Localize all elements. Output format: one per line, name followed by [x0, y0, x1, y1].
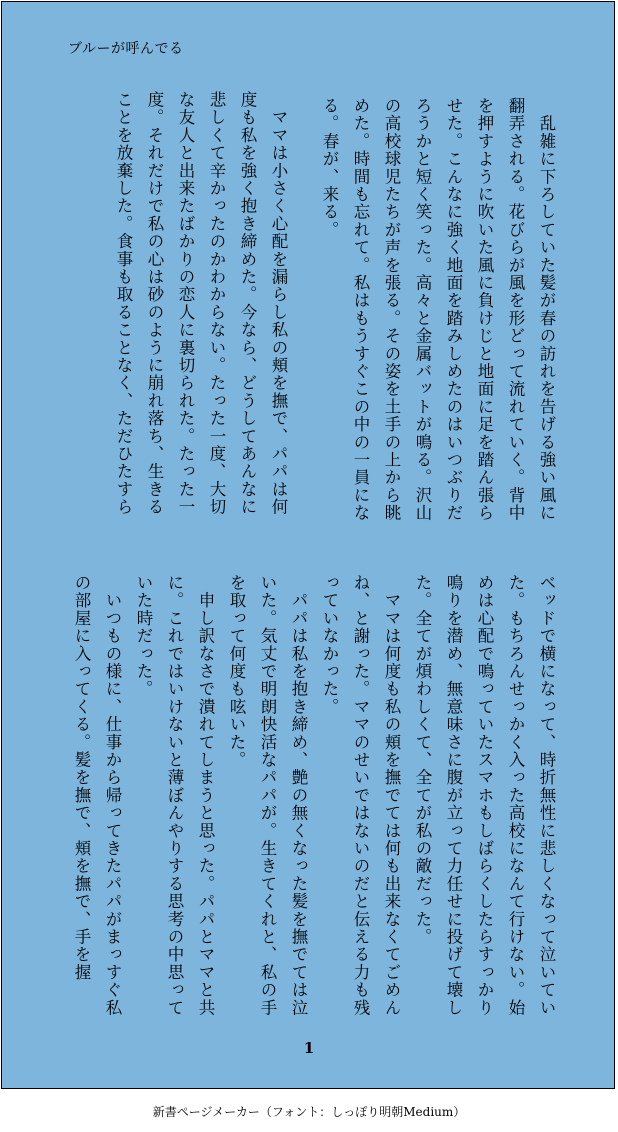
footer-caption: 新書ページメーカー（フォント：しっぽり明朝Medium）: [152, 1105, 466, 1119]
paragraph: ママは何度も私の頬を撫でては何も出来なくてごめんね、と謝った。ママのせいではないのだと伝える力も残っていなかった。: [320, 574, 401, 1017]
paragraph: パパは私を抱き締め、艶の無くなった髪を撫でては泣いた。気丈で明朗快活なパパが。生きてくれと、私の手を取って何度も呟いた。: [227, 574, 308, 1017]
text-block-upper-right: [320, 97, 562, 527]
text-block-upper-left: [49, 91, 294, 521]
paragraph: 乱雑に下ろしていた髪が春の訪れを告げる強い風に翻弄される。花びらが風を形どって流れていく。背中を押すように吹いた風に負けじと地面に足を踏ん張らせた。こんなに強く地面を踏みしめたのはいつぶりだろうかと短く笑った。高々と金属バットが鳴る。沢山の高校球児たちが声を張る。その姿を土手の上から眺めた。時間も忘れて。私はもうすぐこの中の一員になる。春が、来る。: [320, 97, 556, 522]
paragraph: 申し訳なさで潰れてしまうと思った。パパとママと共に。これではいけないと薄ぼんやりする思考の中思っていた時だった。: [134, 574, 215, 1017]
paragraph: いつもの様に、仕事から帰ってきたパパがまっすぐ私の部屋に入ってくる。髪を撫で、頬を撫で、手を握: [72, 574, 122, 1017]
page-number: 1: [303, 1039, 315, 1057]
text-block-lower: [49, 574, 562, 1024]
paragraph: ベッドで横になって、時折無性に悲しくなって泣いていた。もちろんせっかく入った高校になんて行けない。始めは心配で鳴っていたスマホもしばらくしたらすっかり鳴りを潜め、無意味さに腹が立って力任せに投げて壊した。全てが煩わしくて、全てが私の敵だった。: [413, 574, 556, 1017]
running-header-title: ブルーが呼んでる: [68, 41, 184, 57]
paragraph: ママは小さく心配を漏らし私の頬を撫で、パパは何度も私を強く抱き締めた。今なら、どうしてあんなに悲しくて辛かったのかわからない。たった一度、大切な友人と出来たばかりの恋人に裏切られた。たった一度。それだけで私の心は砂のように崩れ落ち、生きることを放棄した。食事も取ることなく、ただひたすら: [114, 91, 288, 516]
book-page: [1, 1, 615, 1089]
